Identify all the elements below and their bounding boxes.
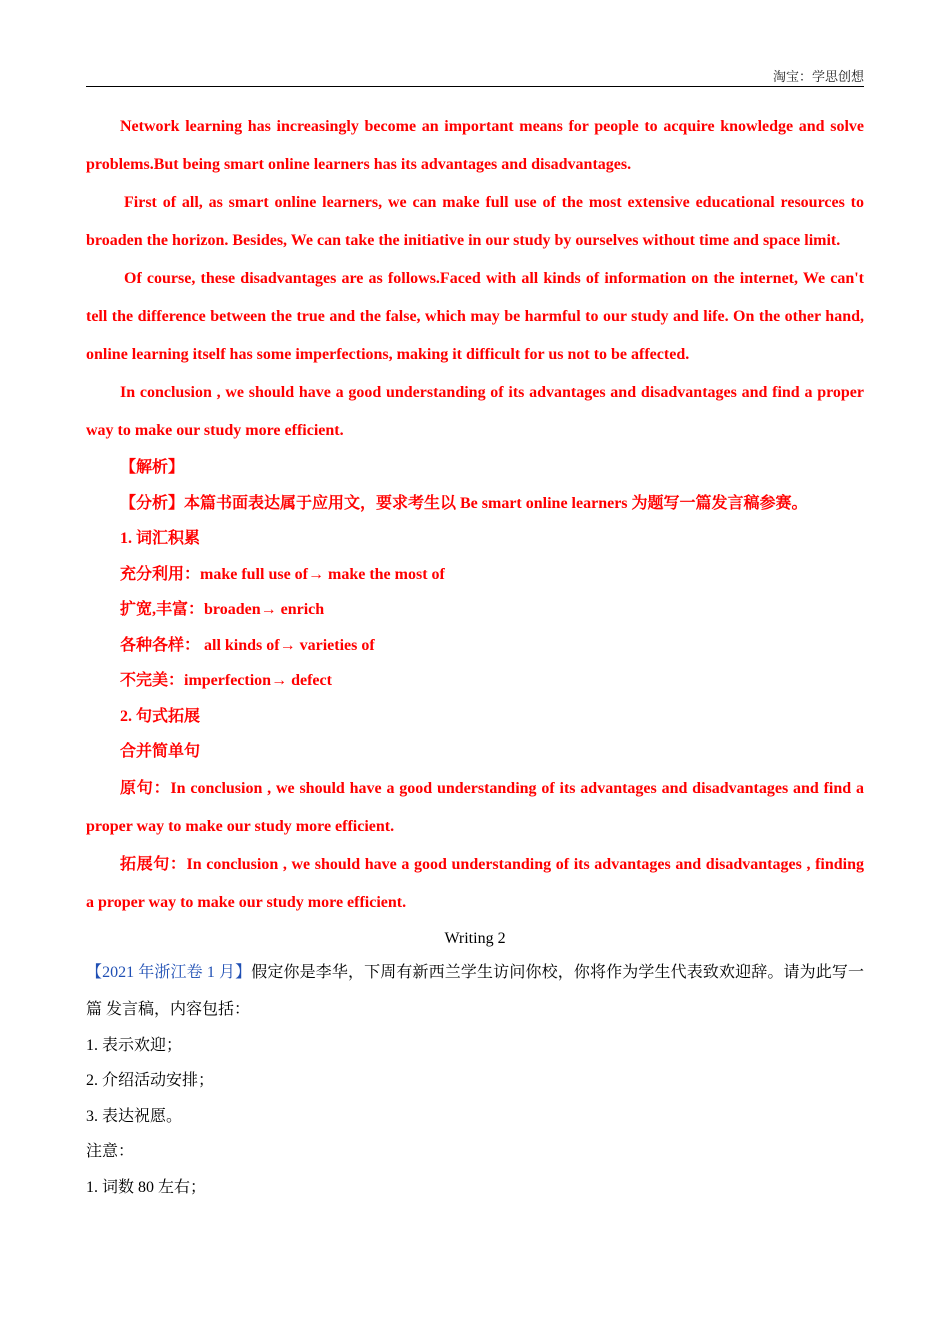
task-item: 3. 表达祝愿。 — [86, 1107, 183, 1125]
expanded-sentence: 拓展句：In conclusion , we should have a good understanding of its advantages and disadvantages , finding a proper way to make our study more efficient. — [86, 855, 864, 911]
analysis-summary: 【分析】本篇书面表达属于应用文，要求考生以 Be smart online learners 为题写一篇发言稿参赛。 — [120, 494, 808, 512]
document-body — [86, 108, 864, 1205]
header-divider — [86, 86, 864, 87]
writing-2-prompt — [86, 954, 864, 1028]
note-item: 1. 词数 80 左右； — [86, 1178, 207, 1196]
essay-paragraph-4: In conclusion , we should have a good understanding of its advantages and disadvantages and find a proper way to make our study more efficient. — [86, 384, 864, 439]
page-header-text: 淘宝：学思创想 — [772, 69, 864, 84]
sentence-heading: 2. 句式拓展 — [120, 707, 201, 725]
vocab-item: 充分利用：make full use of→ make the most of — [120, 565, 445, 583]
essay-paragraph-1: Network learning has increasingly become an important means for people to acquire knowledge and solve problems.But being smart online learners has its advantages and disadvantages. — [86, 118, 864, 173]
source-tag: 【2021 年浙江卷 1 月】 — [86, 963, 252, 981]
task-item: 1. 表示欢迎； — [86, 1036, 183, 1054]
writing-2-title: Writing 2 — [444, 929, 506, 947]
vocab-item: 各种各样： all kinds of→ varieties of — [120, 636, 375, 654]
essay-paragraph-3: Of course, these disadvantages are as follows.Faced with all kinds of information on the internet, We can't tell the difference between the true and the false, which may be harmful to our study and life. On the other hand, online learning itself has some imperfections, making it difficult for us not to be affected. — [86, 270, 864, 363]
vocab-item: 扩宽,丰富：broaden→ enrich — [120, 601, 325, 618]
original-sentence: 原句：In conclusion , we should have a good understanding of its advantages and disadvantages and find a proper way to make our study more efficient. — [86, 779, 864, 835]
vocab-heading: 1. 词汇积累 — [120, 530, 201, 547]
note-label: 注意： — [86, 1143, 135, 1160]
sentence-subheading: 合并简单句 — [120, 743, 201, 760]
analysis-heading: 【解析】 — [120, 459, 185, 476]
vocab-item: 不完美：imperfection→ defect — [120, 672, 332, 689]
task-item: 2. 介绍活动安排； — [86, 1072, 215, 1089]
prompt-text: 假定你是李华，下周有新西兰学生访问你校，你将作为学生代表致欢迎辞。请为此写一篇 发言稿，内容包括： — [86, 963, 864, 1018]
essay-paragraph-2: First of all, as smart online learners, we can make full use of the most extensive educational resources to broaden the horizon. Besides, We can take the initiative in our study by ourselves without time and space limit. — [86, 194, 864, 249]
